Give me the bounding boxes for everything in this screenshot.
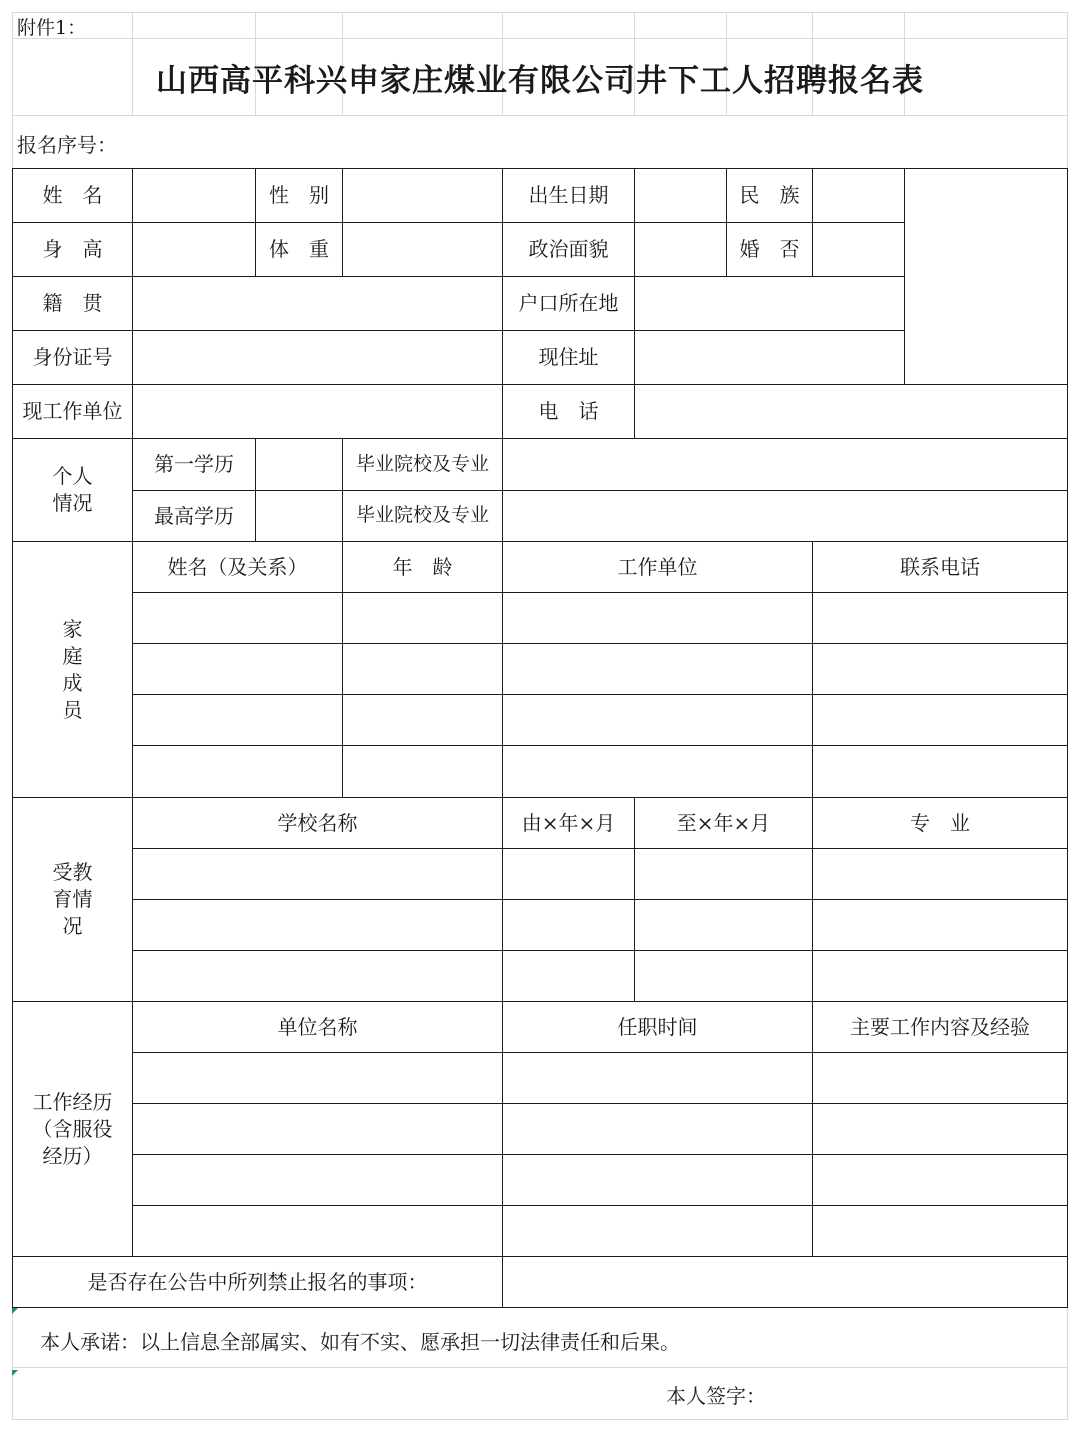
serial-number-label: 报名序号：: [17, 132, 117, 157]
gender-label: 性 别: [255, 168, 343, 223]
education-row-2-school[interactable]: [132, 899, 503, 951]
work-row-4-duties[interactable]: [812, 1205, 1068, 1257]
registration-form: [12, 12, 1068, 1420]
family-row-1-age[interactable]: [342, 592, 503, 644]
education-row-2-from[interactable]: [502, 899, 635, 951]
education-row-1-school[interactable]: [132, 848, 503, 900]
family-row-3-phone[interactable]: [812, 694, 1068, 746]
household-registration-label: 户口所在地: [502, 276, 635, 331]
political-status-label: 政治面貌: [502, 222, 635, 277]
cell-comment-marker: [12, 1370, 18, 1376]
family-row-4-name[interactable]: [132, 745, 343, 798]
prohibited-answer-field[interactable]: [502, 1256, 1068, 1308]
family-header-employer: 工作单位: [502, 541, 813, 593]
education-row-1-from[interactable]: [502, 848, 635, 900]
current-employer-label: 现工作单位: [12, 384, 133, 439]
education-row-1-major[interactable]: [812, 848, 1068, 900]
family-row-1-name[interactable]: [132, 592, 343, 644]
birth-date-field[interactable]: [634, 168, 727, 223]
work-row-1-employer[interactable]: [132, 1052, 503, 1104]
work-row-4-tenure[interactable]: [502, 1205, 813, 1257]
highest-school-major-label: 毕业院校及专业: [342, 490, 503, 542]
education-header-major: 专 业: [812, 797, 1068, 849]
gridline: [12, 12, 1068, 13]
personal-section-label: [12, 438, 133, 542]
political-status-field[interactable]: [634, 222, 727, 277]
weight-field[interactable]: [342, 222, 503, 277]
family-row-2-employer[interactable]: [502, 643, 813, 695]
ethnicity-field[interactable]: [812, 168, 905, 223]
page-title: 山西高平科兴申家庄煤业有限公司井下工人招聘报名表: [156, 62, 924, 99]
gender-field[interactable]: [342, 168, 503, 223]
family-row-4-phone[interactable]: [812, 745, 1068, 798]
phone-label: 电 话: [502, 384, 635, 439]
commitment-text: 本人承诺：以上信息全部属实、如有不实、愿承担一切法律责任和后果。: [40, 1329, 680, 1354]
family-row-3-name[interactable]: [132, 694, 343, 746]
family-section-text: 家庭成员: [62, 616, 83, 722]
work-row-3-tenure[interactable]: [502, 1154, 813, 1206]
first-degree-field[interactable]: [255, 438, 343, 491]
education-row-2-to[interactable]: [634, 899, 813, 951]
prohibited-question-label: 是否存在公告中所列禁止报名的事项：: [12, 1256, 503, 1308]
family-row-2-age[interactable]: [342, 643, 503, 695]
education-section-text: 受教育情况: [52, 860, 93, 938]
work-header-duties: 主要工作内容及经验: [812, 1001, 1068, 1053]
education-row-3-major[interactable]: [812, 950, 1068, 1002]
family-row-3-age[interactable]: [342, 694, 503, 746]
family-row-4-employer[interactable]: [502, 745, 813, 798]
work-header-employer: 单位名称: [132, 1001, 503, 1053]
signature-label: 本人签字：: [666, 1383, 766, 1408]
education-row-3-from[interactable]: [502, 950, 635, 1002]
native-place-label: 籍 贯: [12, 276, 133, 331]
family-header-name: 姓名（及关系）: [132, 541, 343, 593]
education-row-2-major[interactable]: [812, 899, 1068, 951]
birth-date-label: 出生日期: [502, 168, 635, 223]
family-row-2-name[interactable]: [132, 643, 343, 695]
work-row-3-employer[interactable]: [132, 1154, 503, 1206]
family-section-label: [12, 541, 133, 798]
work-row-2-employer[interactable]: [132, 1103, 503, 1155]
native-place-field[interactable]: [132, 276, 503, 331]
family-row-2-phone[interactable]: [812, 643, 1068, 695]
height-label: 身 高: [12, 222, 133, 277]
personal-section-text: 个人情况: [52, 464, 93, 515]
family-header-phone: 联系电话: [812, 541, 1068, 593]
work-row-1-duties[interactable]: [812, 1052, 1068, 1104]
cell-comment-marker: [12, 1308, 18, 1314]
current-employer-field[interactable]: [132, 384, 503, 439]
education-section-label: [12, 797, 133, 1002]
education-row-1-to[interactable]: [634, 848, 813, 900]
phone-field[interactable]: [634, 384, 1068, 439]
education-header-from: 由×年×月: [502, 797, 635, 849]
work-header-tenure: 任职时间: [502, 1001, 813, 1053]
name-label: 姓 名: [12, 168, 133, 223]
work-row-1-tenure[interactable]: [502, 1052, 813, 1104]
id-number-label: 身份证号: [12, 330, 133, 385]
work-row-4-employer[interactable]: [132, 1205, 503, 1257]
work-row-2-duties[interactable]: [812, 1103, 1068, 1155]
work-section-label: [12, 1001, 133, 1257]
gridline: [12, 115, 1068, 116]
gridline: [12, 38, 1068, 39]
education-header-to: 至×年×月: [634, 797, 813, 849]
current-address-label: 现住址: [502, 330, 635, 385]
family-row-1-phone[interactable]: [812, 592, 1068, 644]
education-header-school: 学校名称: [132, 797, 503, 849]
current-address-field[interactable]: [634, 330, 905, 385]
height-field[interactable]: [132, 222, 256, 277]
highest-degree-field[interactable]: [255, 490, 343, 542]
marital-status-label: 婚 否: [726, 222, 813, 277]
marital-status-field[interactable]: [812, 222, 905, 277]
weight-label: 体 重: [255, 222, 343, 277]
id-number-field[interactable]: [132, 330, 503, 385]
gridline: [12, 1367, 1068, 1368]
family-row-4-age[interactable]: [342, 745, 503, 798]
work-row-3-duties[interactable]: [812, 1154, 1068, 1206]
household-registration-field[interactable]: [634, 276, 905, 331]
family-row-3-employer[interactable]: [502, 694, 813, 746]
first-school-major-field[interactable]: [502, 438, 1068, 491]
highest-school-major-field[interactable]: [502, 490, 1068, 542]
work-row-2-tenure[interactable]: [502, 1103, 813, 1155]
ethnicity-label: 民 族: [726, 168, 813, 223]
first-degree-label: 第一学历: [132, 438, 256, 491]
education-row-3-to[interactable]: [634, 950, 813, 1002]
family-row-1-employer[interactable]: [502, 592, 813, 644]
highest-degree-label: 最高学历: [132, 490, 256, 542]
attachment-label: 附件1：: [17, 16, 87, 39]
photo-area[interactable]: [904, 168, 1068, 385]
education-row-3-school[interactable]: [132, 950, 503, 1002]
name-field[interactable]: [132, 168, 256, 223]
first-school-major-label: 毕业院校及专业: [342, 438, 503, 491]
work-section-text: 工作经历（含服役经历）: [32, 1089, 113, 1168]
family-header-age: 年 龄: [342, 541, 503, 593]
gridline: [12, 1419, 1068, 1420]
